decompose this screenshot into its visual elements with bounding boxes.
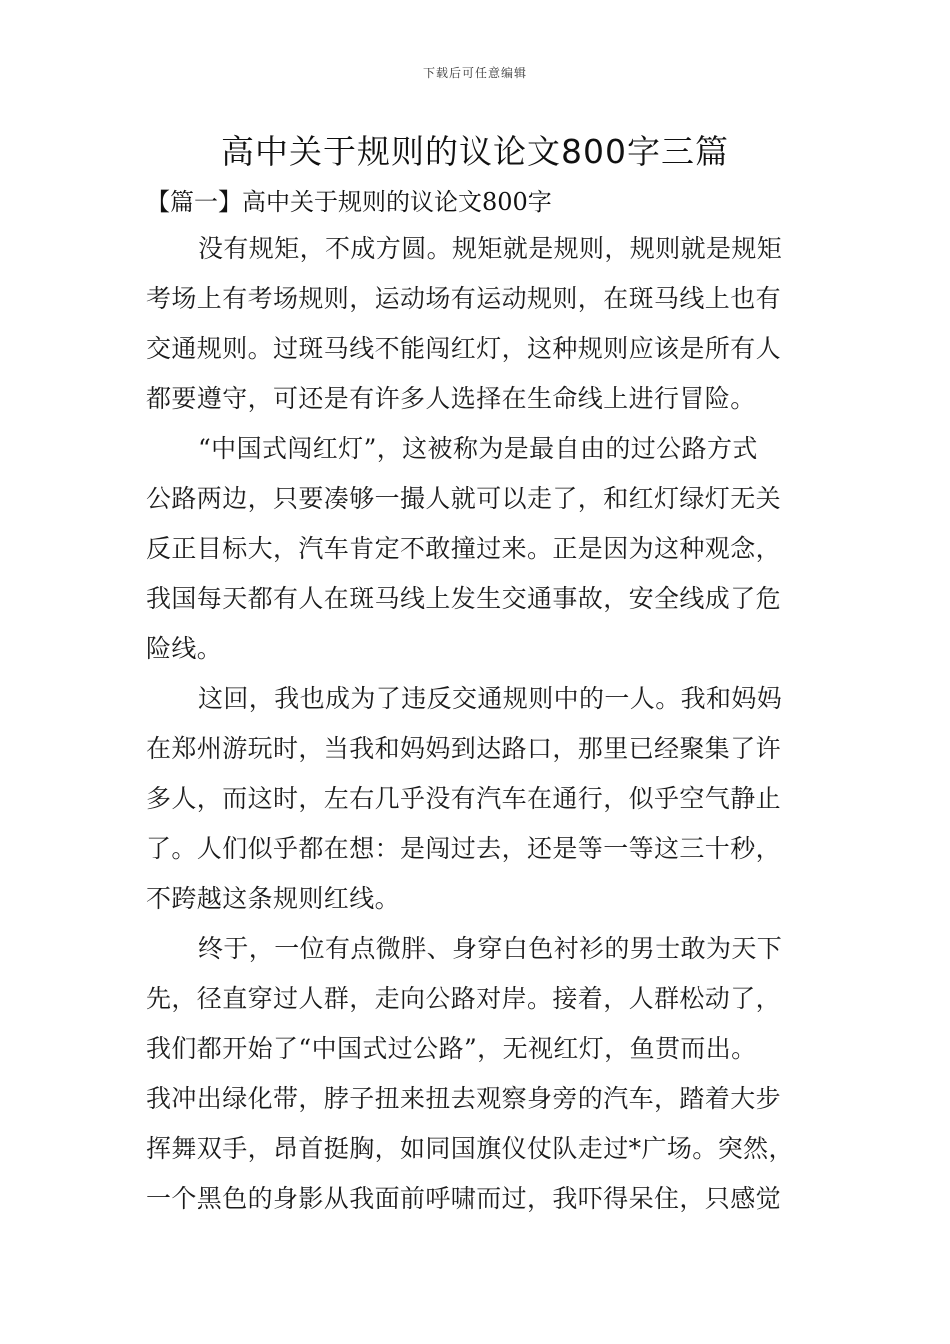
- section-heading: 【篇一】高中关于规则的议论文800字: [146, 188, 552, 216]
- body-text: [146, 224, 808, 1224]
- text-line: 反正目标大，汽车肯定不敢撞过来。正是因为这种观念，: [146, 534, 782, 563]
- text-line: 挥舞双手，昂首挺胸，如同国旗仪仗队走过*广场。突然，: [146, 1134, 794, 1163]
- text-line: 交通规则。过斑马线不能闯红灯，这种规则应该是所有人: [146, 334, 782, 363]
- text-line: 终于，一位有点微胖、身穿白色衬衫的男士敢为天下: [198, 934, 783, 963]
- text-line: 都要遵守，可还是有许多人选择在生命线上进行冒险。: [146, 384, 756, 413]
- text-line: 一个黑色的身影从我面前呼啸而过，我吓得呆住，只感觉: [146, 1184, 782, 1213]
- text-line: 公路两边，只要凑够一撮人就可以走了，和红灯绿灯无关: [146, 484, 782, 513]
- text-line: 不跨越这条规则红线。: [146, 884, 401, 913]
- text-line: “中国式闯红灯”，这被称为是最自由的过公路方式: [198, 434, 758, 463]
- text-line: 我们都开始了“中国式过公路”，无视红灯，鱼贯而出。: [146, 1034, 757, 1063]
- header-note: 下载后可任意编辑: [422, 66, 527, 80]
- page-title: 高中关于规则的议论文800字三篇: [221, 132, 729, 171]
- text-line: 险线。: [146, 634, 223, 663]
- text-line: 我国每天都有人在斑马线上发生交通事故，安全线成了危: [146, 584, 782, 613]
- text-line: 先，径直穿过人群，走向公路对岸。接着，人群松动了，: [146, 984, 782, 1013]
- text-line: 了。人们似乎都在想：是闯过去，还是等一等这三十秒，: [146, 834, 782, 863]
- text-line: 我冲出绿化带，脖子扭来扭去观察身旁的汽车，踏着大步: [146, 1084, 782, 1113]
- text-line: 多人，而这时，左右几乎没有汽车在通行，似乎空气静止: [146, 784, 782, 813]
- text-line: 考场上有考场规则，运动场有运动规则，在斑马线上也有: [146, 284, 782, 313]
- text-line: 在郑州游玩时，当我和妈妈到达路口，那里已经聚集了许: [146, 734, 782, 763]
- text-line: 这回，我也成为了违反交通规则中的一人。我和妈妈: [198, 684, 783, 713]
- text-line: 没有规矩，不成方圆。规矩就是规则，规则就是规矩: [198, 234, 783, 263]
